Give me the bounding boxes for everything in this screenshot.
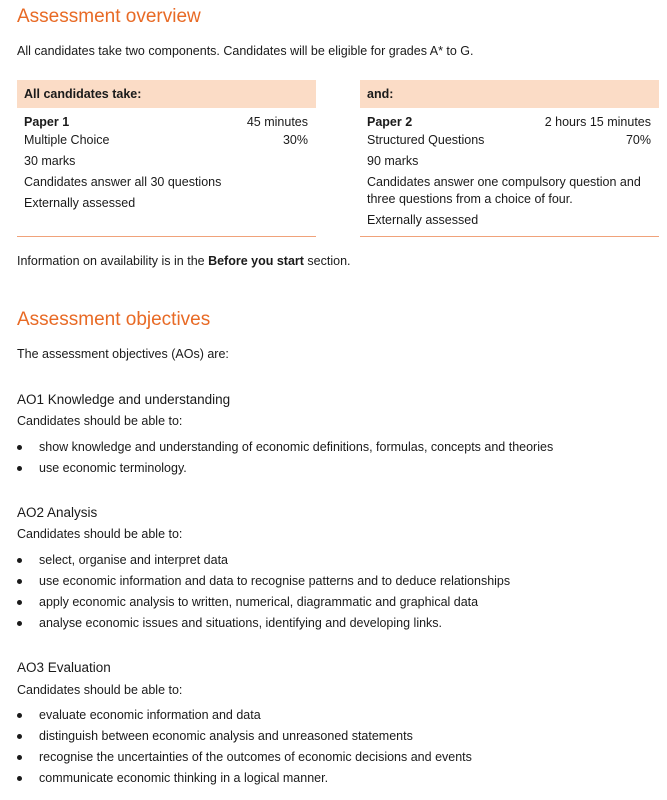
ao3-lead: Candidates should be able to: — [17, 683, 183, 697]
availability-note — [17, 254, 351, 268]
bullet-icon — [17, 755, 22, 760]
ao2-item-text: select, organise and interpret data — [39, 553, 229, 567]
list-item — [17, 458, 553, 479]
list-item — [17, 705, 472, 726]
list-item — [17, 726, 472, 747]
bullet-icon — [17, 558, 22, 563]
list-item — [17, 571, 510, 592]
list-item — [17, 437, 553, 458]
before-you-start-link-text: Before you start — [208, 254, 304, 268]
ao2-title: AO2 Analysis — [17, 505, 98, 520]
bullet-icon — [17, 579, 22, 584]
left-column-divider — [17, 236, 316, 237]
ao2-list — [17, 550, 510, 634]
ao1-lead: Candidates should be able to: — [17, 414, 183, 428]
ao1-item-text: use economic terminology. — [39, 461, 187, 475]
bullet-icon — [17, 600, 22, 605]
assessment-objectives-heading: Assessment objectives — [17, 309, 211, 330]
left-column-header: All candidates take: — [17, 80, 316, 108]
paper2-assessed: Externally assessed — [367, 213, 479, 227]
ao3-item-text: communicate economic thinking in a logical manner. — [39, 771, 329, 785]
paper2-weight: 70% — [625, 133, 651, 147]
ao2-lead: Candidates should be able to: — [17, 527, 183, 541]
paper2-duration: 2 hours 15 minutes — [544, 115, 651, 129]
paper2-instruction: Candidates answer one compulsory question and three questions from a choice of four. — [367, 175, 641, 206]
paper1-weight: 30% — [282, 133, 308, 147]
paper2-type: Structured Questions — [367, 133, 485, 147]
paper1-marks: 30 marks — [24, 154, 76, 168]
list-item — [17, 747, 472, 768]
availability-text-start: Information on availability is in the — [17, 254, 209, 268]
list-item — [17, 592, 510, 613]
right-column-header: and: — [360, 80, 659, 108]
bullet-icon — [17, 445, 22, 450]
assessment-overview-heading: Assessment overview — [17, 6, 201, 27]
list-item — [17, 550, 510, 571]
paper2-name: Paper 2 — [367, 115, 413, 129]
bullet-icon — [17, 734, 22, 739]
ao3-item-text: recognise the uncertainties of the outcomes of economic decisions and events — [39, 750, 472, 764]
bullet-icon — [17, 713, 22, 718]
paper1-type: Multiple Choice — [24, 133, 110, 147]
paper1-instruction: Candidates answer all 30 questions — [24, 175, 222, 189]
ao2-item-text: apply economic analysis to written, numerical, diagrammatic and graphical data — [39, 595, 479, 609]
list-item — [17, 613, 510, 634]
paper1-duration: 45 minutes — [246, 115, 308, 129]
ao2-item-text: analyse economic issues and situations, identifying and developing links. — [39, 616, 443, 630]
paper1-name: Paper 1 — [24, 115, 70, 129]
ao3-item-text: distinguish between economic analysis and unreasoned statements — [39, 729, 413, 743]
ao1-list — [17, 437, 553, 479]
ao3-item-text: evaluate economic information and data — [39, 708, 261, 722]
bullet-icon — [17, 466, 22, 471]
right-column-divider — [360, 236, 659, 237]
bullet-icon — [17, 776, 22, 781]
list-item — [17, 768, 472, 789]
paper1-assessed: Externally assessed — [24, 196, 136, 210]
ao3-list — [17, 705, 472, 789]
paper2-marks: 90 marks — [367, 154, 419, 168]
bullet-icon — [17, 621, 22, 626]
ao1-item-text: show knowledge and understanding of economic definitions, formulas, concepts and theories — [39, 440, 554, 454]
ao1-title: AO1 Knowledge and understanding — [17, 392, 231, 407]
overview-intro: All candidates take two components. Candidates will be eligible for grades A* to G. — [17, 44, 474, 58]
ao3-title: AO3 Evaluation — [17, 660, 111, 675]
availability-text-end: section. — [303, 254, 351, 268]
objectives-intro: The assessment objectives (AOs) are: — [17, 347, 229, 361]
ao2-item-text: use economic information and data to recognise patterns and to deduce relationships — [39, 574, 511, 588]
